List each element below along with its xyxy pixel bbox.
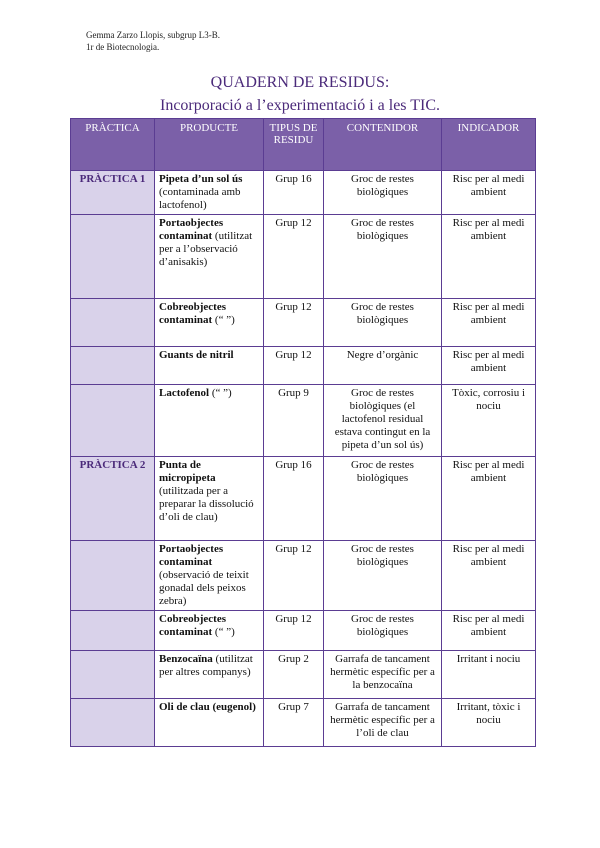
cell-tipus: Grup 2 — [264, 651, 324, 699]
cell-indicador: Irritant i nociu — [442, 651, 536, 699]
cell-indicador: Risc per al medi ambient — [442, 457, 536, 541]
cell-producte — [155, 347, 264, 385]
cell-producte — [155, 171, 264, 215]
product-name: Cobreobjectes contaminat — [159, 301, 226, 326]
cell-contenidor: Groc de restes biològiques — [324, 611, 442, 651]
cell-producte — [155, 651, 264, 699]
product-note: (“ ”) — [214, 626, 235, 638]
product-note: (contaminada amb lactofenol) — [159, 186, 241, 211]
cell-indicador: Risc per al medi ambient — [442, 171, 536, 215]
product-note: (utilitzat per altres companys) — [159, 653, 253, 678]
product-note: (utilitzat per a l’observació d’anisakis) — [159, 230, 253, 268]
residues-table — [70, 118, 536, 747]
product-name: Oli de clau (eugenol) — [159, 701, 256, 713]
cell-producte — [155, 215, 264, 299]
cell-tipus: Grup 16 — [264, 457, 324, 541]
cell-producte — [155, 385, 264, 457]
header-contenidor: CONTENIDOR — [324, 119, 442, 171]
document-subtitle: Incorporació a l’experimentació i a les TIC. — [159, 97, 441, 114]
cell-contenidor: Garrafa de tancament hermètic específic per a l’oli de clau — [324, 699, 442, 747]
author-line: Gemma Zarzo Llopis, subgrup L3-B. — [86, 30, 220, 40]
cell-tipus: Grup 12 — [264, 541, 324, 611]
cell-contenidor: Groc de restes biològiques — [324, 215, 442, 299]
table-row — [71, 457, 536, 541]
header-indicador: INDICADOR — [442, 119, 536, 171]
cell-contenidor: Groc de restes biològiques — [324, 457, 442, 541]
cell-indicador: Risc per al medi ambient — [442, 541, 536, 611]
cell-indicador: Irritant, tòxic i nociu — [442, 699, 536, 747]
cell-contenidor: Negre d’orgànic — [324, 347, 442, 385]
cell-contenidor: Groc de restes biològiques — [324, 299, 442, 347]
cell-indicador: Risc per al medi ambient — [442, 347, 536, 385]
cell-producte — [155, 699, 264, 747]
table-row — [71, 541, 536, 611]
table-row — [71, 651, 536, 699]
table-row — [71, 699, 536, 747]
cell-tipus: Grup 16 — [264, 171, 324, 215]
cell-practica: PRÀCTICA 1 — [71, 171, 155, 215]
product-note: (“ ”) — [211, 387, 232, 399]
product-name: Cobreobjectes contaminat — [159, 613, 226, 638]
cell-practica — [71, 611, 155, 651]
header-tipus: TIPUS DE RESIDU — [264, 119, 324, 171]
cell-tipus: Grup 12 — [264, 215, 324, 299]
cell-producte — [155, 299, 264, 347]
cell-contenidor: Groc de restes biològiques — [324, 541, 442, 611]
cell-tipus: Grup 7 — [264, 699, 324, 747]
table-row — [71, 611, 536, 651]
table-row — [71, 347, 536, 385]
header-producte: PRODUCTE — [155, 119, 264, 171]
table-row — [71, 215, 536, 299]
course-line: 1r de Biotecnologia. — [86, 42, 160, 52]
cell-producte — [155, 541, 264, 611]
cell-contenidor: Groc de restes biològiques (el lactofenol residual estava contingut en la pipeta d’un sol ús) — [324, 385, 442, 457]
cell-indicador: Risc per al medi ambient — [442, 215, 536, 299]
product-name: Pipeta d’un sol ús — [159, 173, 243, 185]
table-row — [71, 385, 536, 457]
document-title: QUADERN DE RESIDUS: — [210, 74, 390, 91]
cell-practica — [71, 215, 155, 299]
cell-practica — [71, 347, 155, 385]
cell-practica — [71, 385, 155, 457]
table-row — [71, 171, 536, 215]
table-row — [71, 299, 536, 347]
product-note: (utilitzada per a preparar la dissolució d’oli de clau) — [159, 485, 254, 523]
author-note — [86, 29, 220, 53]
table-header-row — [71, 119, 536, 171]
cell-tipus: Grup 12 — [264, 611, 324, 651]
cell-practica — [71, 651, 155, 699]
product-note: (“ ”) — [214, 314, 235, 326]
cell-tipus: Grup 12 — [264, 347, 324, 385]
product-name: Punta de micropipeta — [159, 459, 216, 484]
cell-practica: PRÀCTICA 2 — [71, 457, 155, 541]
cell-tipus: Grup 9 — [264, 385, 324, 457]
cell-indicador: Tòxic, corrosiu i nociu — [442, 385, 536, 457]
cell-indicador: Risc per al medi ambient — [442, 299, 536, 347]
product-note: (observació de teixit gonadal dels peixos zebra) — [159, 569, 249, 607]
cell-contenidor: Garrafa de tancament hermètic específic per a la benzocaïna — [324, 651, 442, 699]
product-name: Guants de nitril — [159, 349, 234, 361]
cell-producte — [155, 457, 264, 541]
cell-contenidor: Groc de restes biològiques — [324, 171, 442, 215]
cell-practica — [71, 299, 155, 347]
product-name: Portaobjectes contaminat — [159, 543, 224, 568]
cell-producte — [155, 611, 264, 651]
cell-tipus: Grup 12 — [264, 299, 324, 347]
cell-indicador: Risc per al medi ambient — [442, 611, 536, 651]
cell-practica — [71, 699, 155, 747]
product-name: Lactofenol — [159, 387, 210, 399]
product-name: Portaobjectes contaminat — [159, 217, 224, 242]
product-name: Benzocaïna — [159, 653, 213, 665]
cell-practica — [71, 541, 155, 611]
header-practica: PRÀCTICA — [71, 119, 155, 171]
